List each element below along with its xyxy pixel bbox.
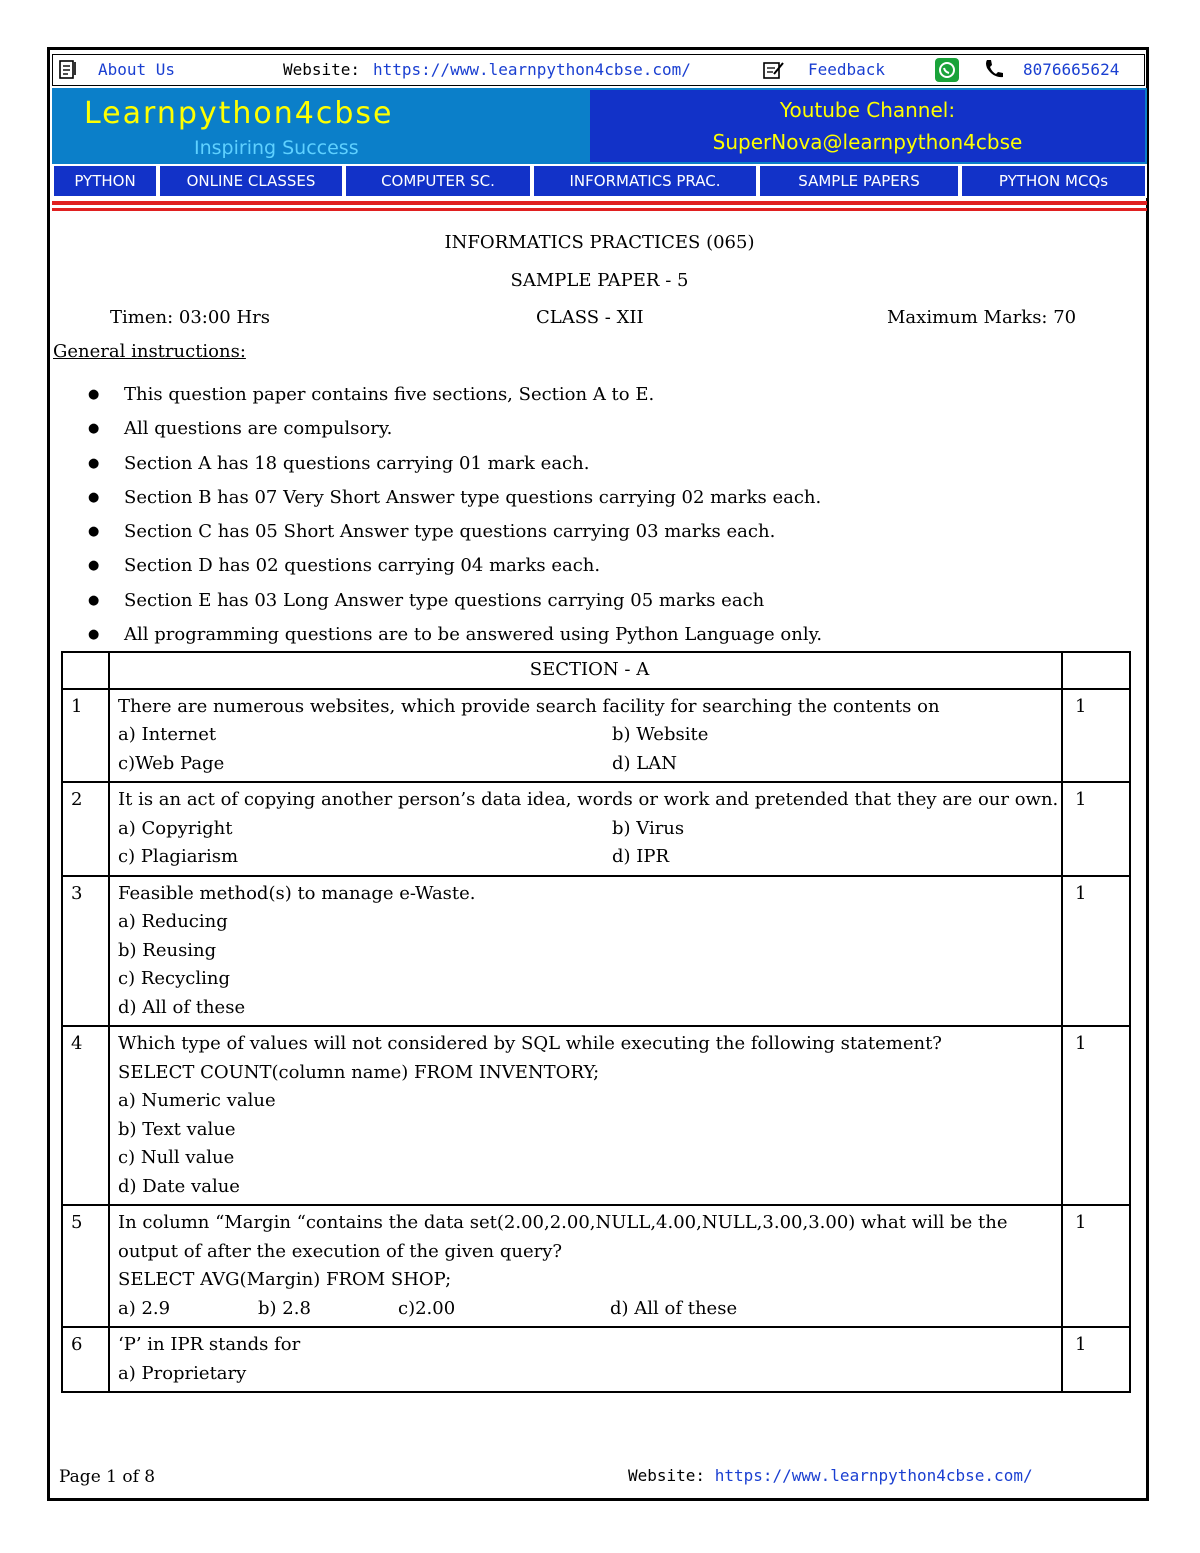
options-row <box>118 1295 1061 1324</box>
divider-top <box>52 201 1147 205</box>
option: b) 2.8 <box>258 1297 311 1319</box>
contact-bar <box>52 54 1145 86</box>
question-text: ‘P’ in IPR stands for <box>118 1334 301 1355</box>
page-number: Page 1 of 8 <box>59 1467 156 1487</box>
phone-number[interactable]: 8076665624 <box>1023 60 1120 79</box>
about-icon <box>59 59 77 80</box>
option: a) Copyright <box>118 817 233 839</box>
site-title[interactable]: Learnpython4cbse <box>84 96 394 131</box>
question-code: SELECT COUNT(column name) FROM INVENTORY; <box>118 1061 600 1083</box>
list-item: ● Section E has 03 Long Answer type questions carrying 05 marks each <box>88 589 822 623</box>
footer-website-link[interactable]: https://www.learnpython4cbse.com/ <box>714 1466 1033 1485</box>
table-row <box>62 1205 1130 1327</box>
table-row <box>62 689 1130 783</box>
option: b) Website <box>612 724 709 745</box>
paper-subject: INFORMATICS PRACTICES (065) <box>444 232 755 253</box>
options-row <box>118 843 1061 872</box>
option: b) Reusing <box>118 939 217 961</box>
table-row <box>62 782 1130 876</box>
footer-website-label: Website: <box>628 1466 706 1485</box>
option: c) Plagiarism <box>118 846 239 867</box>
question-cell <box>109 1205 1062 1327</box>
top-nav <box>52 164 1147 198</box>
question-cell <box>109 1327 1062 1392</box>
list-item: ● All questions are compulsory. <box>88 417 822 451</box>
website-label: Website: <box>283 60 361 79</box>
whatsapp-icon[interactable] <box>935 58 959 82</box>
option: a) Numeric value <box>118 1090 276 1111</box>
list-item: ● Section A has 18 questions carrying 01 mark each. <box>88 452 822 486</box>
nav-python-mcqs[interactable]: PYTHON MCQs <box>960 164 1147 198</box>
question-cell <box>109 782 1062 876</box>
question-text: In column “Margin “contains the data set(2.00,2.00,NULL,4.00,NULL,3.00,3.00) what will be the output of after the execution of the given query? <box>118 1212 1008 1262</box>
options-row <box>118 815 1061 844</box>
question-marks: 1 <box>1062 1327 1130 1392</box>
paper-max-marks: Maximum Marks: 70 <box>887 307 1077 328</box>
nav-sample-papers[interactable]: SAMPLE PAPERS <box>758 164 960 198</box>
table-row <box>62 1327 1130 1392</box>
nav-computer-sc[interactable]: COMPUTER SC. <box>344 164 532 198</box>
footer-website <box>628 1466 1033 1485</box>
list-item: ● Section B has 07 Very Short Answer type questions carrying 02 marks each. <box>88 486 822 520</box>
questions-table <box>61 651 1131 1393</box>
feedback-link[interactable]: Feedback <box>808 60 886 79</box>
question-marks: 1 <box>1062 689 1130 783</box>
youtube-channel[interactable]: SuperNova@learnpython4cbse <box>712 130 1023 154</box>
option: c)Web Page <box>118 752 225 774</box>
section-title: SECTION - A <box>109 652 1062 689</box>
question-number: 2 <box>62 782 109 876</box>
question-code: SELECT AVG(Margin) FROM SHOP; <box>118 1269 452 1290</box>
question-marks: 1 <box>1062 1205 1130 1327</box>
options-row <box>118 721 1061 750</box>
option: c) Recycling <box>118 968 230 989</box>
question-number: 4 <box>62 1026 109 1205</box>
option: b) Virus <box>612 817 685 839</box>
question-marks: 1 <box>1062 782 1130 876</box>
divider-bottom <box>52 208 1147 211</box>
option: d) LAN <box>612 752 677 774</box>
question-text: There are numerous websites, which provide search facility for searching the contents on <box>118 695 940 717</box>
question-text: Feasible method(s) to manage e-Waste. <box>118 882 476 904</box>
option: d) IPR <box>612 846 670 867</box>
banner-brand <box>52 88 588 164</box>
table-row <box>62 652 1130 689</box>
website-link[interactable]: https://www.learnpython4cbse.com/ <box>373 60 691 79</box>
instructions-list <box>88 383 822 657</box>
phone-icon <box>983 58 1005 80</box>
banner-youtube[interactable] <box>588 88 1147 164</box>
question-cell <box>109 1026 1062 1205</box>
option: b) Text value <box>118 1118 236 1140</box>
option: a) Reducing <box>118 911 228 932</box>
list-item: ● All programming questions are to be answered using Python Language only. <box>88 623 822 657</box>
option: a) 2.9 <box>118 1297 171 1319</box>
option: c)2.00 <box>398 1297 456 1319</box>
option: d) All of these <box>118 996 246 1018</box>
option: d) All of these <box>610 1297 738 1319</box>
option: a) Proprietary <box>118 1362 247 1384</box>
question-marks: 1 <box>1062 876 1130 1027</box>
question-number: 3 <box>62 876 109 1027</box>
question-number: 6 <box>62 1327 109 1392</box>
paper-title: SAMPLE PAPER - 5 <box>510 270 689 291</box>
question-text: It is an act of copying another person’s data idea, words or work and pretended that they are our own. <box>118 789 1059 810</box>
question-cell <box>109 689 1062 783</box>
about-us-link[interactable]: About Us <box>98 60 176 79</box>
question-text: Which type of values will not considered by SQL while executing the following statement? <box>118 1033 942 1054</box>
instructions-heading: General instructions: <box>53 341 246 362</box>
question-marks: 1 <box>1062 1026 1130 1205</box>
list-item: ● Section D has 02 questions carrying 04 marks each. <box>88 554 822 588</box>
youtube-label: Youtube Channel: <box>779 98 956 122</box>
option: c) Null value <box>118 1147 235 1168</box>
table-row <box>62 876 1130 1027</box>
paper-time: Timen: 03:00 Hrs <box>110 307 270 328</box>
options-row <box>118 750 1061 779</box>
question-cell <box>109 876 1062 1027</box>
site-tagline: Inspiring Success <box>194 137 359 159</box>
feedback-icon <box>763 59 785 80</box>
list-item: ● This question paper contains five sections, Section A to E. <box>88 383 822 417</box>
site-banner <box>52 88 1147 164</box>
list-item: ● Section C has 05 Short Answer type questions carrying 03 marks each. <box>88 520 822 554</box>
nav-informatics-prac[interactable]: INFORMATICS PRAC. <box>532 164 758 198</box>
question-number: 1 <box>62 689 109 783</box>
nav-online-classes[interactable]: ONLINE CLASSES <box>158 164 344 198</box>
question-number: 5 <box>62 1205 109 1327</box>
table-row <box>62 1026 1130 1205</box>
nav-python[interactable]: PYTHON <box>52 164 158 198</box>
option: d) Date value <box>118 1175 240 1197</box>
option: a) Internet <box>118 724 217 745</box>
paper-class: CLASS - XII <box>536 307 644 328</box>
